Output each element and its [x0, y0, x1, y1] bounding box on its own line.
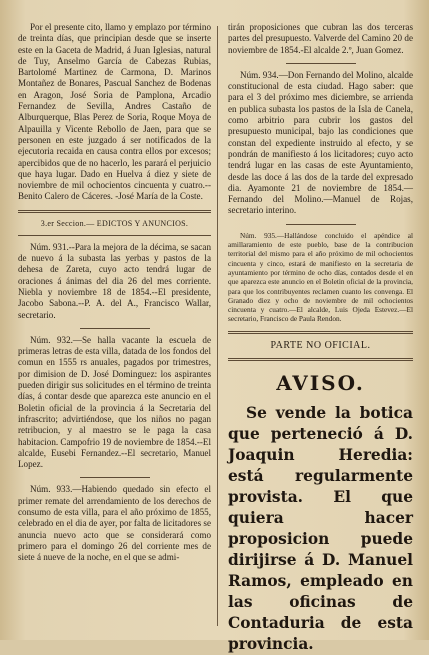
section-divider: [228, 358, 413, 361]
notice-933: Núm. 933.—Habiendo quedado sin efecto el primer remate del arrendamiento de los derechos de consumo de esta villa, para el año próximo de 1855, celebrado en el dia de ayer, por falta de licitadores se anuncia nuevo acto que se considerará como primero para el domingo 26 del corriente mes de siete á nueve de la noche, en el que se admi-: [18, 484, 211, 563]
notice-divider: [80, 477, 150, 478]
notice-divider: [286, 63, 356, 64]
right-column: [228, 22, 413, 655]
notice-divider: [80, 328, 150, 329]
section-divider: [18, 210, 211, 213]
notice-body: Se vende la botica que perteneció á D. Joaquin Heredia: está regularmente provista. El que quiera hacer proposicion puede dirijirse á D. Manuel Ramos, empleado en las oficinas de Contaduria de esta provincia.: [228, 403, 413, 653]
notice-divider: [286, 224, 356, 225]
section-title: PARTE NO OFICIAL.: [270, 339, 371, 351]
notice-932: Núm. 932.—Se halla vacante la escuela de primeras letras de esta villa, datada de los fondos del comun en 1555 rs anuales, pagados por trimestres, por dimision de D. José Dominguez: los aspirantes pueden dirigir sus solicitudes en el término de treinta días, á contar desde que aparezca este anuncio en el Boletin oficial de la provincia á la Secretaria del infrascrito; advirtiéndose, que los niños no pagan retribucion, y al maestro se le paga la casa habitacion. Campofrio 19 de noviembre de 1854.--El alcalde, Eusebi Fernandez.--El secretario, Manuel Lopez.: [18, 334, 211, 470]
notice-title: AVISO.: [276, 370, 365, 395]
section-heading: 3.er Seccion.— EDICTOS Y ANUNCIOS.: [40, 218, 189, 228]
court-summons-text: Por el presente cito, llamo y emplazo por término de treinta días, que principian desde que se inserte este en la Gaceta de Madrid, á Juan Iglesias, natural de Tuy, Anselmo García de Cabezas Rubias, Bartolomé Martinez de Carmona, D. Marinos Montañez de Bonares, Pascual Sanchez de Bodenas en Aragon, José Soria de Pamplona, Arcadio Fernandez de Sevilla, Andres Castaño de Alburquerque, Blas Perez de Soria, Roque Moya de Alpauilla y Vicente Rebollo de Jaen, para que se personen en este juzgado á ser notificados de la ejecutoria recaida en causa contra ellos por excesos; apercibidos que de no hacerlo, les parará el perjuicio que haya lugar. Dado en Huelva á diez y siete de noviembre de mil ochocientos cincuenta y cuatro.--Benito Calero de Cáceres. -José María de la Coste.: [18, 22, 211, 202]
notice-931: Núm. 931.--Para la mejora de la décima, se sacan de nuevo á la subasta las yerbas y pastos de la dehesa de Zareta, cuyo acto tendrá lugar de oraciones á ánimas del dia 26 del mes corriente. Niebla y noviembre 18 de 1854.--El presidente, Jacobo Sabona.--P. A. del A., Francisco Wallar, secretario.: [18, 241, 211, 320]
section-divider: [228, 331, 413, 334]
notice-933-continued: tirán proposiciones que cubran las dos terceras partes del presupuesto. Valverde del Camino 20 de noviembre de 1854.-El alcalde 2.º, Juan Gomez.: [228, 22, 413, 55]
heading-divider: [18, 235, 211, 236]
column-divider: [217, 26, 218, 626]
left-column: [18, 22, 211, 563]
notice-935: Núm. 935.—Hallándose concluido el apéndice al amillaramiento de este pueblo, base de la contribucion territorial del mismo para el año próximo de mil ochocientos cincuenta y cinco, estará de manifiesto en la secretaria de ayuntamiento por término de ocho días, contados desde el en que aparezca este anuncio en el Boletin oficial de la provincia, para que los contribuyentes reclamen cuanto les convenga. El Granado diez y ocho de noviembre de mil ochocientos cincuenta y cuatro.—El alcalde, Luis Ojeda Estevez.—El secretario, Francisco de Paula Rendon.: [228, 230, 413, 324]
notice-934: Núm. 934.—Don Fernando del Molino, alcalde constitucional de esta ciudad. Hago saber: que para el 3 del próximo mes diciembre, se arrienda en publica subasta los pastos de la Isla de Canela, como arbitrio para cubrir los gastos del presupuesto municipal, bajo las condiciones que constan del expediente instruido al efecto, y se pondrán de manifiesto á los licitadores; cuyo acto tendrá lugar en las casas de este Ayuntamiento, desde las doce á las dos de la tarde del expresado dia. Ayamonte 21 de noviembre de 1854.—Fernando del Molino.—Manuel de Rojas, secretario interino.: [228, 69, 413, 216]
